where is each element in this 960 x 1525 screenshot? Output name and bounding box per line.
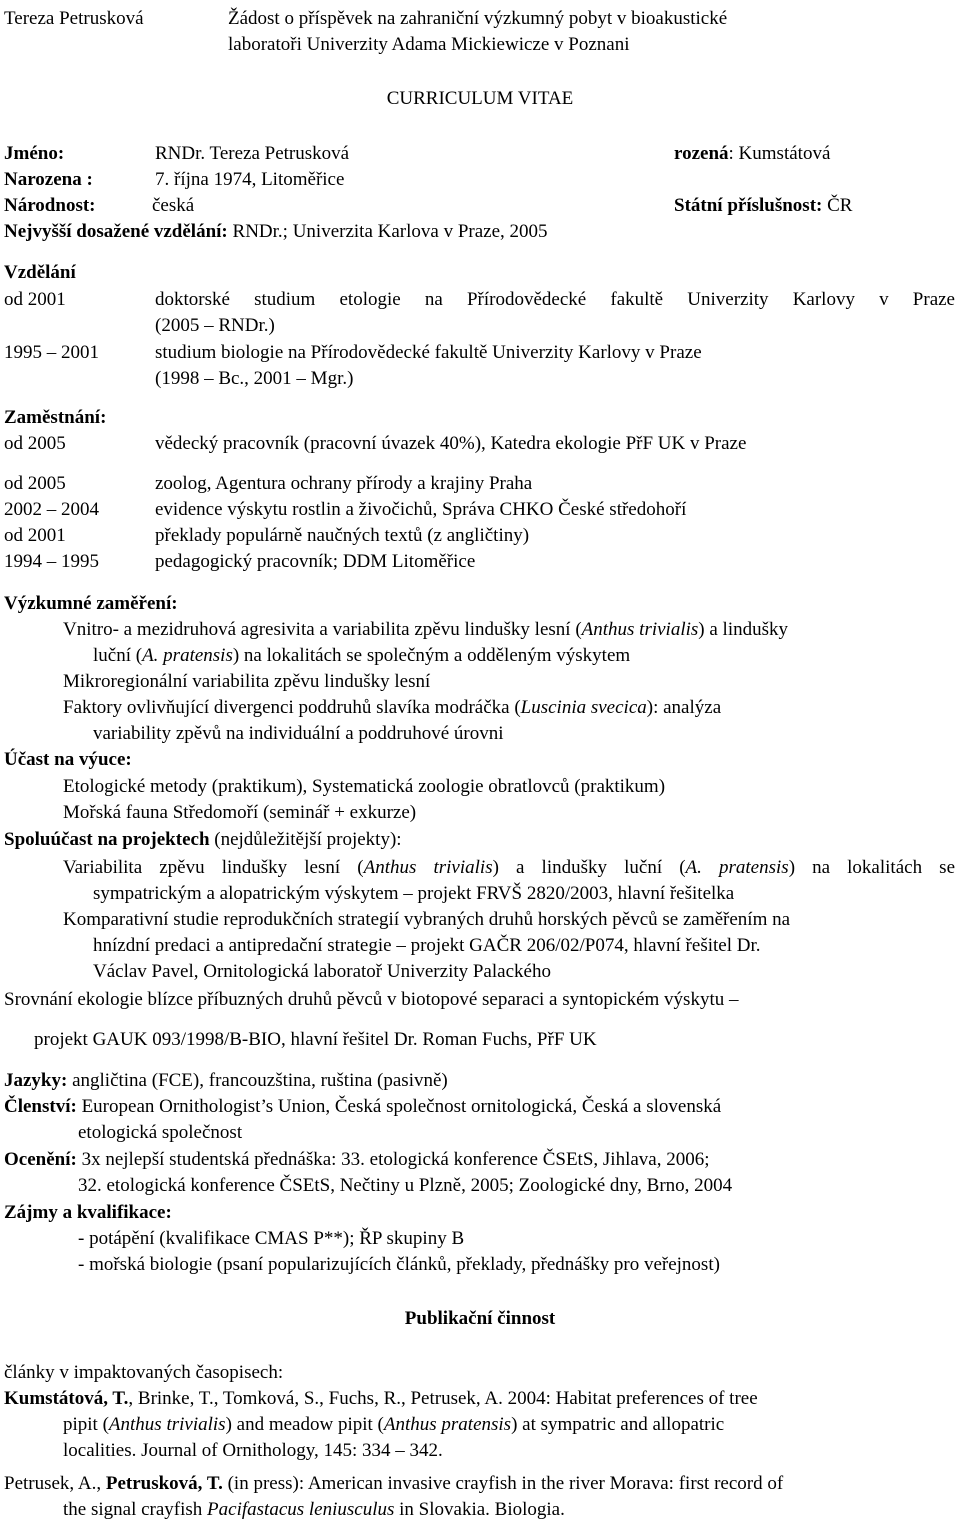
project-item: Variabilita zpěvu lindušky lesní (Anthus trivialis) a lindušky luční (A. pratensis) na lokalitách se <box>63 857 955 878</box>
teaching-item: Etologické metody (praktikum), Systematická zoologie obratlovců (praktikum) <box>63 776 666 797</box>
publication-entry: Petrusek, A., Petrusková, T. (in press): American invasive crayfish in the river Morava: first record of <box>4 1473 784 1494</box>
research-item: Faktory ovlivňující divergenci poddruhů slavíka modráčka (Luscinia svecica): analýza <box>63 697 722 718</box>
publication-entry-cont: localities. Journal of Ornithology, 145: 334 – 342. <box>63 1440 443 1461</box>
publication-entry-cont: pipit (Anthus trivialis) and meadow pipit (Anthus pratensis) at sympatric and allopatric <box>63 1414 725 1435</box>
publications-heading: Publikační činnost <box>404 1308 556 1329</box>
languages: Jazyky: angličtina (FCE), francouzština, ruština (pasivně) <box>4 1070 448 1091</box>
nationality-value: česká <box>152 195 195 216</box>
publications-subheading: články v impaktovaných časopisech: <box>4 1362 284 1383</box>
education-date: 1995 – 2001 <box>4 342 99 363</box>
born-label: Narozena : <box>4 169 93 190</box>
research-item: Mikroregionální variabilita zpěvu lindušky lesní <box>63 671 431 692</box>
project-item-cont: Václav Pavel, Ornitologická laboratoř Univerzity Palackého <box>93 961 551 982</box>
nationality-label: Národnost: <box>4 195 96 216</box>
citizenship: Státní příslušnost: ČR <box>674 195 853 216</box>
employment-text: zoolog, Agentura ochrany přírody a krajiny Praha <box>155 473 533 494</box>
education-text: doktorské studium etologie na Přírodovědecké fakultě Univerzity Karlovy v Praze <box>155 289 955 310</box>
project-item-cont: hnízdní predaci a antipredační strategie – projekt GAČR 206/02/P074, hlavní řešitel Dr. <box>93 935 761 956</box>
interests-heading: Zájmy a kvalifikace: <box>4 1202 172 1223</box>
employment-heading: Zaměstnání: <box>4 407 107 428</box>
employment-text: vědecký pracovník (pracovní úvazek 40%), Katedra ekologie PřF UK v Praze <box>155 433 747 454</box>
research-heading: Výzkumné zaměření: <box>4 593 178 614</box>
born-name: rozená: Kumstátová <box>674 143 831 164</box>
education-date: od 2001 <box>4 289 66 310</box>
membership: Členství: European Ornithologist’s Union, Česká společnost ornitologická, Česká a slovenská <box>4 1096 722 1117</box>
application-title-line2: laboratoři Univerzity Adama Mickiewicze v Poznani <box>228 34 630 55</box>
education-heading: Vzdělání <box>4 262 76 283</box>
project-item: Srovnání ekologie blízce příbuzných druhů pěvců v biotopové separaci a syntopickém výskytu – <box>4 989 739 1010</box>
employment-date: 1994 – 1995 <box>4 551 99 572</box>
employment-date: od 2005 <box>4 433 66 454</box>
research-item-cont: variability zpěvů na individuální a poddruhové úrovni <box>93 723 504 744</box>
author-name: Tereza Petrusková <box>4 8 144 29</box>
employment-text: pedagogický pracovník; DDM Litoměřice <box>155 551 476 572</box>
education-text: (1998 – Bc., 2001 – Mgr.) <box>155 368 354 389</box>
application-title-line1: Žádost o příspěvek na zahraniční výzkumný pobyt v bioakustické <box>228 8 728 29</box>
research-item-cont: luční (A. pratensis) na lokalitách se společným a odděleným výskytem <box>93 645 631 666</box>
awards: Ocenění: 3x nejlepší studentská přednáška: 33. etologická konference ČSEtS, Jihlava, 2006; <box>4 1149 710 1170</box>
name-value: RNDr. Tereza Petrusková <box>155 143 350 164</box>
membership-cont: etologická společnost <box>78 1122 243 1143</box>
publication-entry-cont: the signal crayfish Pacifastacus leniusculus in Slovakia. Biologia. <box>63 1499 565 1520</box>
interests-item: - mořská biologie (psaní popularizujících článků, překlady, přednášky pro veřejnost) <box>78 1254 720 1275</box>
project-item-cont: projekt GAUK 093/1998/B-BIO, hlavní řešitel Dr. Roman Fuchs, PřF UK <box>34 1029 597 1050</box>
employment-text: překlady populárně naučných textů (z angličtiny) <box>155 525 530 546</box>
publication-entry: Kumstátová, T., Brinke, T., Tomková, S., Fuchs, R., Petrusek, A. 2004: Habitat preferences of tree <box>4 1388 758 1409</box>
project-item-cont: sympatrickým a alopatrickým výskytem – projekt FRVŠ 2820/2003, hlavní řešitelka <box>93 883 735 904</box>
interests-item: - potápění (kvalifikace CMAS P**); ŘP skupiny B <box>78 1228 465 1249</box>
highest-education: Nejvyšší dosažené vzdělání: RNDr.; Univerzita Karlova v Praze, 2005 <box>4 221 548 242</box>
employment-date: 2002 – 2004 <box>4 499 99 520</box>
education-text: studium biologie na Přírodovědecké fakultě Univerzity Karlovy v Praze <box>155 342 702 363</box>
education-text: (2005 – RNDr.) <box>155 315 275 336</box>
employment-date: od 2001 <box>4 525 66 546</box>
projects-heading: Spoluúčast na projektech (nejdůležitější projekty): <box>4 829 402 850</box>
teaching-item: Mořská fauna Středomoří (seminář + exkurze) <box>63 802 417 823</box>
research-item: Vnitro- a mezidruhová agresivita a variabilita zpěvu lindušky lesní (Anthus trivialis) a lindušky <box>63 619 789 640</box>
name-label: Jméno: <box>4 143 65 164</box>
awards-cont: 32. etologická konference ČSEtS, Nečtiny u Plzně, 2005; Zoologické dny, Brno, 2004 <box>78 1175 733 1196</box>
employment-text: evidence výskytu rostlin a živočichů, Správa CHKO České středohoří <box>155 499 687 520</box>
cv-title: CURRICULUM VITAE <box>386 88 574 109</box>
employment-date: od 2005 <box>4 473 66 494</box>
born-value: 7. října 1974, Litoměřice <box>155 169 345 190</box>
project-item: Komparativní studie reprodukčních strategií vybraných druhů horských pěvců se zaměřením na <box>63 909 791 930</box>
teaching-heading: Účast na výuce: <box>4 749 132 770</box>
